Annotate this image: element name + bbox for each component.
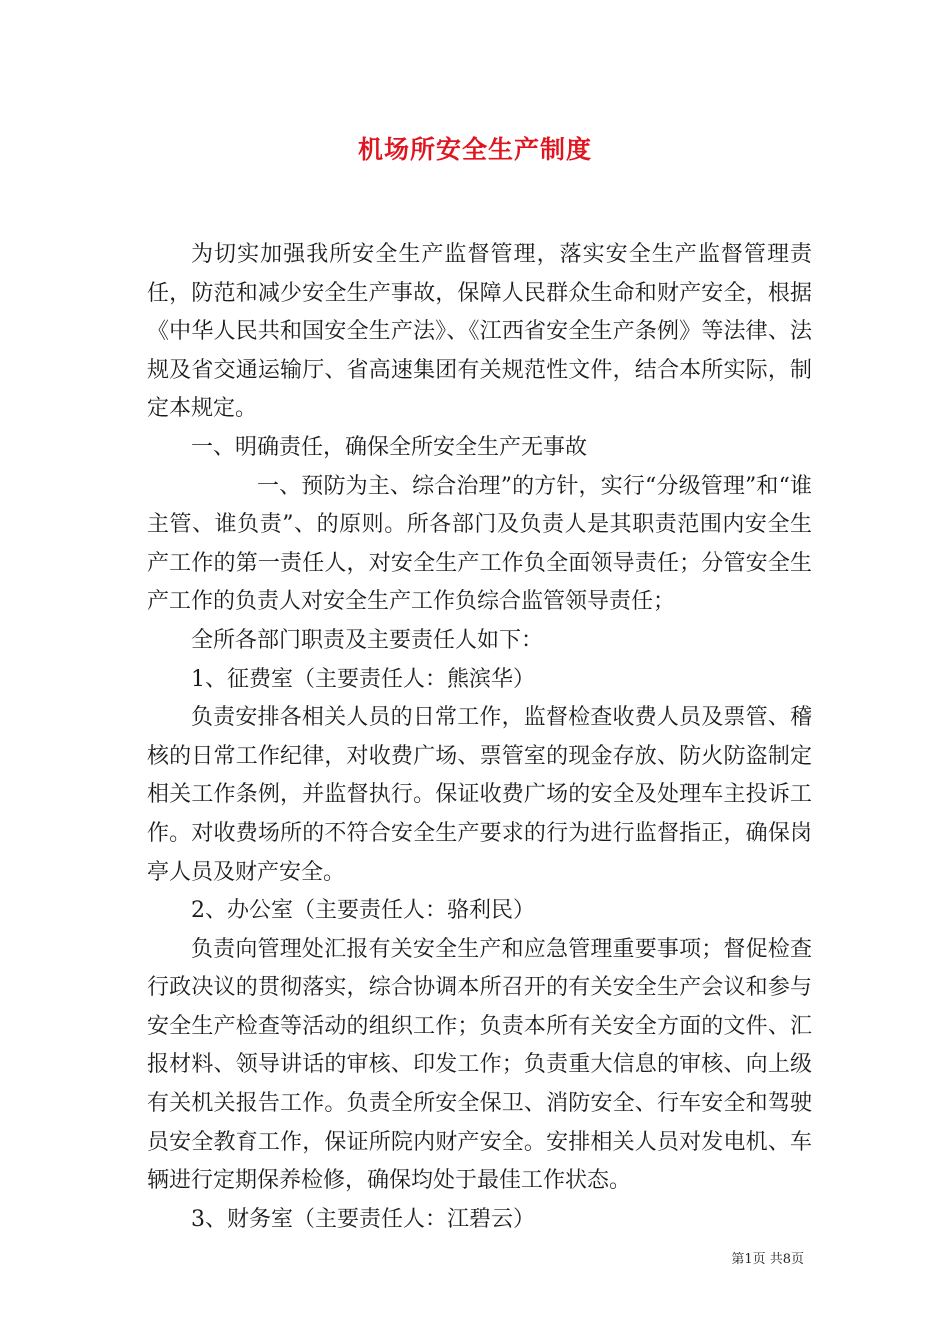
intro-paragraph: 为切实加强我所安全生产监督管理，落实安全生产监督管理责任，防范和减少安全生产事故，保障人民群众生命和财产安全，根据《中华人民共和国安全生产法》、《江西省安全生产条例》等法律、法规及省交通运输厅、省高速集团有关规范性文件，结合本所实际，制定本规定。 xyxy=(147,242,812,422)
document-body xyxy=(147,236,812,1239)
page-number: 第1页 共8页 xyxy=(731,1252,804,1267)
department-duty-2: 负责向管理处汇报有关安全生产和应急管理重要事项；督促检查行政决议的贯彻落实，综合协调本所召开的有关安全生产会议和参与安全生产检查等活动的组织工作；负责本所有关安全方面的文件、汇报材料、领导讲话的审核、印发工作；负责重大信息的审核、向上级有关机关报告工作。负责全所安全保卫、消防安全、行车安全和驾驶员安全教育工作，保证所院内财产安全。安排相关人员对发电机、车辆进行定期保养检修，确保均处于最佳工作状态。 xyxy=(147,936,812,1194)
principle-paragraph: 一、预防为主、综合治理”的方针，实行“分级管理”和“谁主管、谁负责”、的原则。所各部门及负责人是其职责范围内安全生产工作的第一责任人，对安全生产工作负全面领导责任；分管安全生产工作的负责人对安全生产工作负综合监管领导责任； xyxy=(147,473,812,615)
document-title: 机场所安全生产制度 xyxy=(357,135,592,164)
department-heading-3: 3、财务室（主要责任人：江碧云） xyxy=(191,1206,535,1232)
department-duty-1: 负责安排各相关人员的日常工作，监督检查收费人员及票管、稽核的日常工作纪律，对收费广场、票管室的现金存放、防火防盗制定相关工作条例，并监督执行。保证收费广场的安全及处理车主投诉工作。对收费场所的不符合安全生产要求的行为进行监督指正，确保岗亭人员及财产安全。 xyxy=(147,705,812,885)
department-heading-2: 2、办公室（主要责任人：骆利民） xyxy=(191,898,535,924)
responsibility-intro: 全所各部门职责及主要责任人如下： xyxy=(191,627,544,653)
department-heading-1: 1、征费室（主要责任人：熊滨华） xyxy=(191,666,535,692)
section-heading: 一、明确责任，确保全所安全生产无事故 xyxy=(191,434,588,460)
